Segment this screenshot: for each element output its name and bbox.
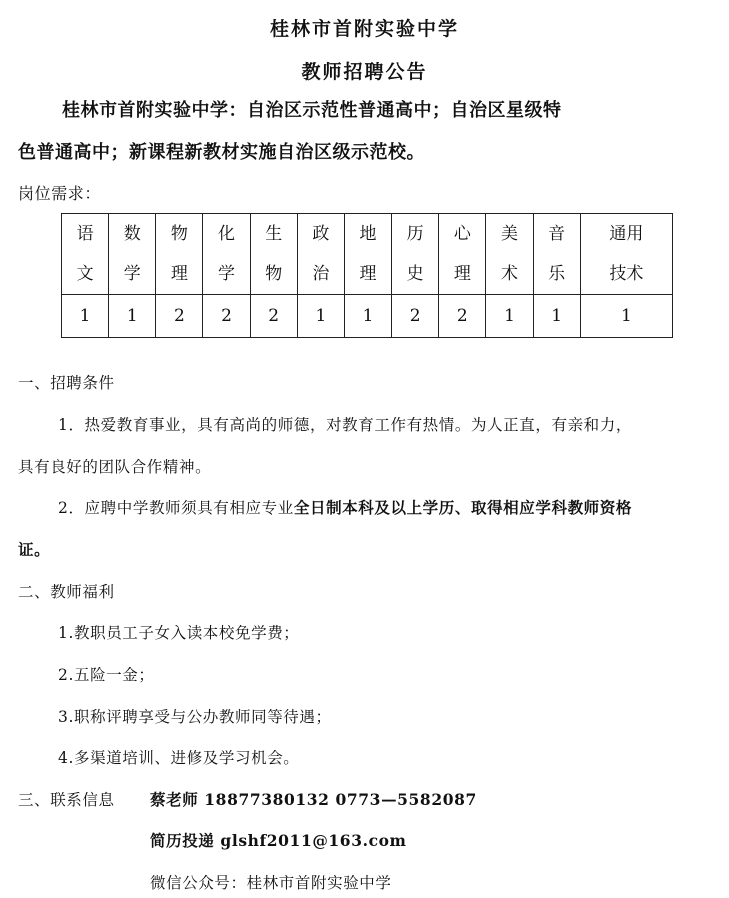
count-cell: 1 [344, 295, 391, 338]
subject-label: 物理 [170, 224, 188, 284]
count-cell: 2 [439, 295, 486, 338]
count-cell: 1 [297, 295, 344, 338]
intro-line-2: 色普通高中；新课程新教材实施自治区级示范校。 [18, 142, 425, 163]
doc-title: 桂林市首附实验中学 [269, 18, 459, 40]
subject-label: 语文 [76, 224, 94, 284]
benefit-item: 3.职称评聘享受与公办教师同等待遇； [58, 708, 332, 726]
benefits-heading: 二、教师福利 [18, 583, 115, 601]
count-cell: 1 [62, 295, 109, 338]
subject-cell [533, 214, 580, 295]
condition-1-line-2: 具有良好的团队合作精神。 [18, 458, 212, 476]
subject-cell [392, 214, 439, 295]
subject-cell [203, 214, 250, 295]
doc-subtitle: 教师招聘公告 [301, 61, 428, 83]
subject-label: 地理 [359, 224, 377, 284]
subject-label: 美术 [500, 224, 518, 284]
benefit-item: 2.五险一金； [58, 666, 155, 684]
subject-label: 化学 [218, 224, 236, 284]
conditions-heading: 一、招聘条件 [18, 374, 115, 392]
contact-heading: 三、联系信息 [18, 791, 115, 809]
condition-2-line-1 [58, 496, 632, 518]
subject-cell [109, 214, 156, 295]
subject-cell [344, 214, 391, 295]
count-cell: 1 [580, 295, 672, 338]
subject-cell [250, 214, 297, 295]
count-cell: 2 [156, 295, 203, 338]
subject-cell [439, 214, 486, 295]
positions-table [61, 213, 673, 338]
count-cell: 2 [250, 295, 297, 338]
subject-label: 生物 [265, 224, 283, 284]
subject-label: 历史 [406, 224, 424, 284]
benefit-item: 4.多渠道培训、进修及学习机会。 [58, 749, 300, 767]
contact-person: 蔡老师 18877380132 0773—5582087 [150, 790, 477, 809]
count-cell: 1 [533, 295, 580, 338]
subject-label: 政治 [312, 224, 330, 284]
subject-label: 数学 [123, 224, 141, 284]
subject-cell [580, 214, 672, 295]
resume-email: 简历投递 glshf2011@163.com [150, 831, 407, 850]
condition-1-line-1: 1．热爱教育事业，具有高尚的师德，对教育工作有热情。为人正直，有亲和力， [58, 416, 632, 434]
subject-label: 音乐 [548, 224, 566, 284]
subject-label: 心理 [453, 224, 471, 284]
positions-label: 岗位需求： [18, 184, 102, 203]
intro-line-1: 桂林市首附实验中学：自治区示范性普通高中；自治区星级特 [62, 100, 562, 121]
condition-2-line-2: 证。 [18, 540, 51, 559]
count-cell: 2 [203, 295, 250, 338]
subject-label: 通用技术 [609, 224, 644, 284]
count-cell: 1 [109, 295, 156, 338]
count-cell: 2 [392, 295, 439, 338]
subject-cell [486, 214, 533, 295]
condition-2-text: 2．应聘中学教师须具有相应专业 [58, 499, 294, 517]
condition-2-emphasis: 全日制本科及以上学历、取得相应学科教师资格 [293, 498, 632, 517]
subject-cell [297, 214, 344, 295]
table-row [62, 295, 673, 338]
table-row [62, 214, 673, 295]
count-cell: 1 [486, 295, 533, 338]
subject-cell [62, 214, 109, 295]
wechat-account: 微信公众号：桂林市首附实验中学 [150, 874, 392, 892]
benefit-item: 1.教职员工子女入读本校免学费； [58, 624, 300, 642]
subject-cell [156, 214, 203, 295]
